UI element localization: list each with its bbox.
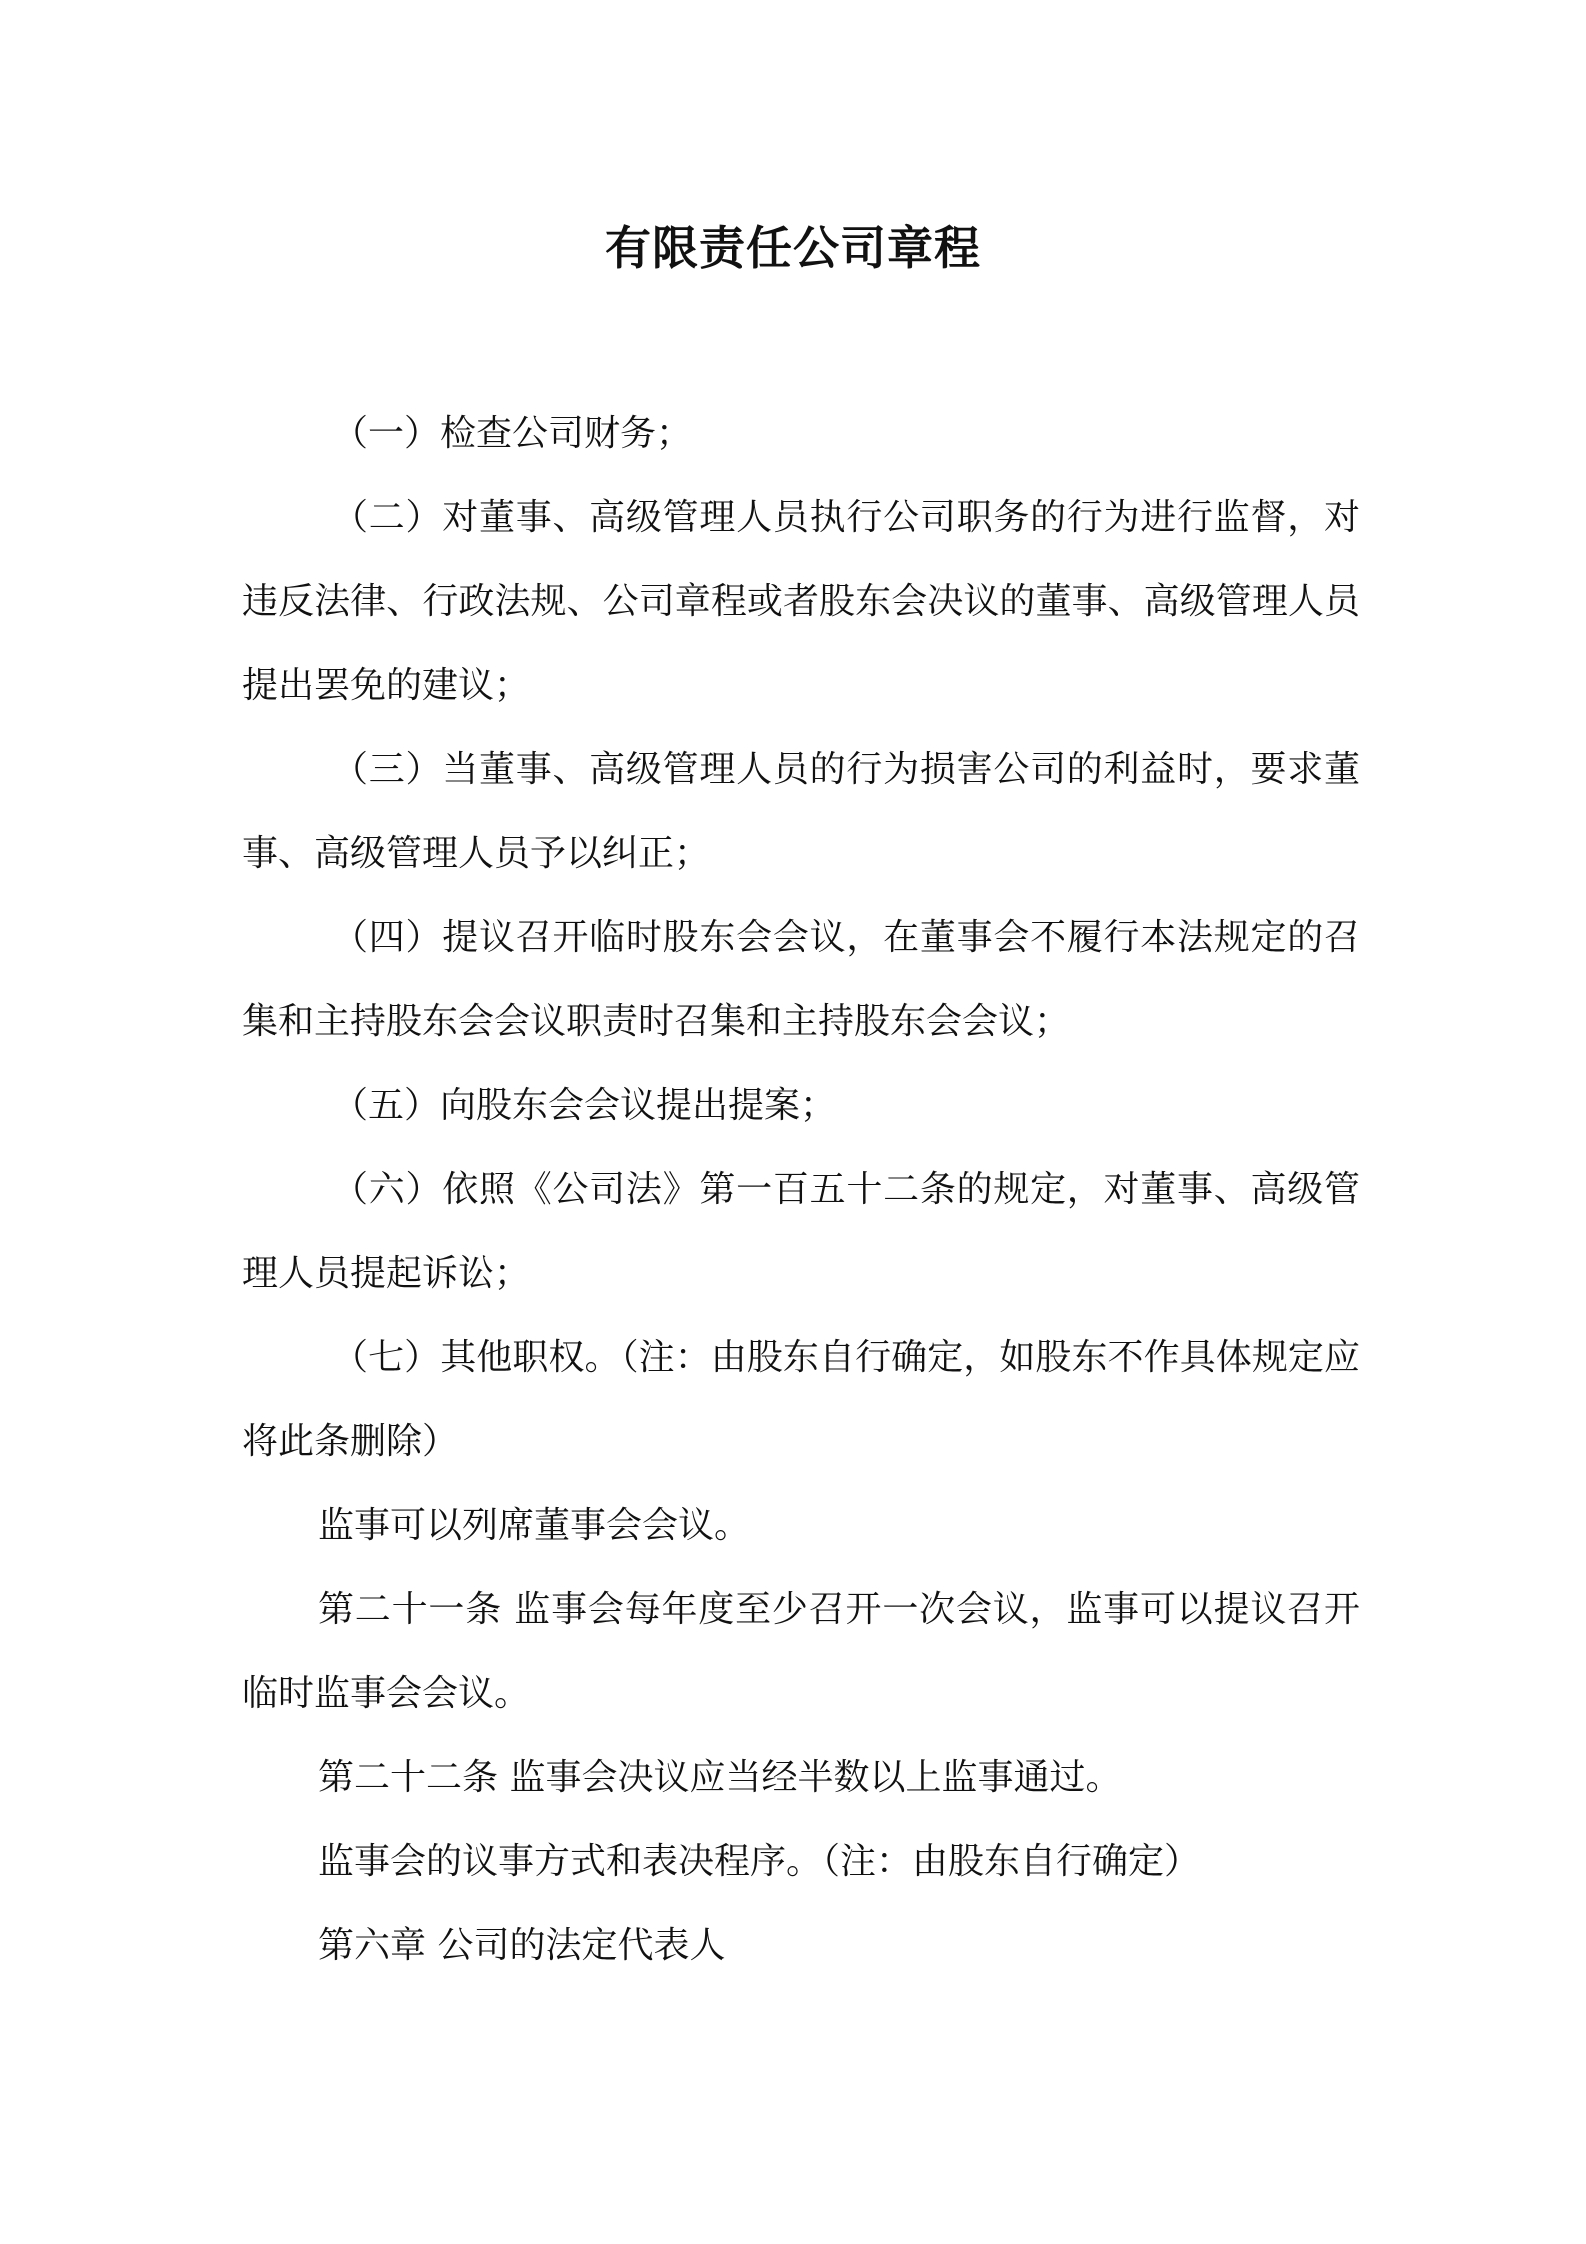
paragraph: （五）向股东会会议提出提案； bbox=[332, 1085, 837, 1126]
paragraph: （四）提议召开临时股东会会议，在董事会不履行本法规定的召集和主持股东会会议职责时召集和主持股东会会议； bbox=[242, 917, 1360, 1042]
paragraph: （六）依照《公司法》第一百五十二条的规定，对董事、高级管理人员提起诉讼； bbox=[242, 1169, 1360, 1294]
document-body bbox=[242, 392, 1360, 1988]
chapter-heading: 第六章 公司的法定代表人 bbox=[318, 1925, 726, 1966]
paragraph: 第二十二条 监事会决议应当经半数以上监事通过。 bbox=[318, 1757, 1122, 1798]
paragraph: （一）检查公司财务； bbox=[332, 413, 693, 454]
document-title: 有限责任公司章程 bbox=[605, 221, 981, 275]
paragraph: 第二十一条 监事会每年度至少召开一次会议，监事可以提议召开临时监事会会议。 bbox=[242, 1589, 1360, 1714]
paragraph: （三）当董事、高级管理人员的行为损害公司的利益时，要求董事、高级管理人员予以纠正； bbox=[242, 749, 1360, 874]
paragraph: 监事会的议事方式和表决程序。（注：由股东自行确定） bbox=[318, 1841, 1201, 1882]
paragraph: （二）对董事、高级管理人员执行公司职务的行为进行监督，对违反法律、行政法规、公司章程或者股东会决议的董事、高级管理人员提出罢免的建议； bbox=[242, 497, 1360, 706]
paragraph: （七）其他职权。（注：由股东自行确定，如股东不作具体规定应将此条删除） bbox=[242, 1337, 1360, 1462]
paragraph: 监事可以列席董事会会议。 bbox=[318, 1505, 751, 1546]
